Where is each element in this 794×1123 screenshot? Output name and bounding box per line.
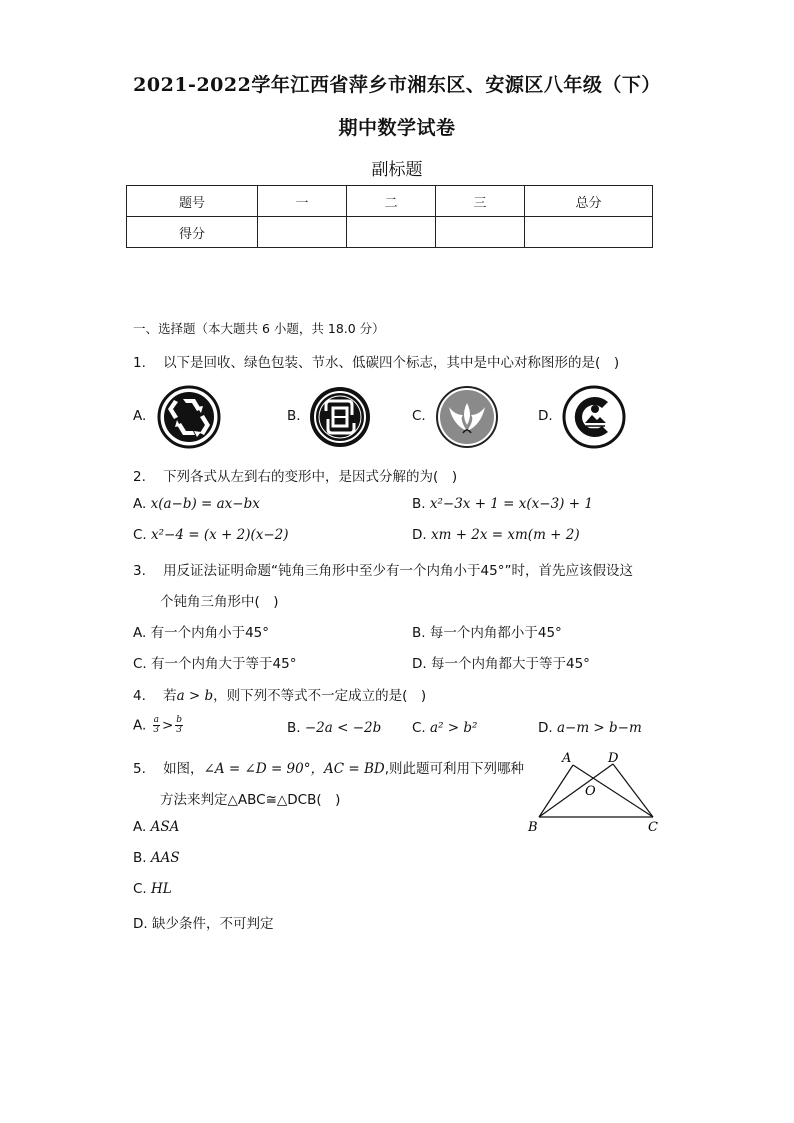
- option-text: x²−3x + 1 = x(x−3) + 1: [429, 496, 593, 512]
- question-number: 1.: [133, 355, 146, 371]
- option-label: D.: [412, 527, 427, 543]
- option-label: D.: [133, 916, 148, 932]
- question-5: [133, 757, 524, 777]
- q5-option-d: [133, 912, 273, 932]
- question-1: [133, 351, 619, 371]
- score-cell: [525, 217, 653, 248]
- option-label: B.: [287, 720, 301, 736]
- score-table: [126, 185, 653, 248]
- question-stem: 用反证法证明命题“钝角三角形中至少有一个内角小于45°”时，首先应该假设这: [163, 563, 633, 579]
- option-label: A.: [133, 496, 147, 512]
- question-stem-pre: 如图，: [163, 761, 204, 777]
- question-condition: a > b: [176, 688, 214, 704]
- q1-option-d-label: D.: [538, 408, 553, 424]
- option-label: A.: [133, 819, 147, 835]
- q2-option-b: [412, 496, 593, 512]
- question-3: [133, 559, 633, 579]
- question-4: [133, 684, 426, 704]
- option-text: 有一个内角大于等于45°: [151, 656, 297, 672]
- option-text: HL: [151, 881, 172, 897]
- option-label: A.: [133, 717, 147, 734]
- question-number: 5.: [133, 761, 146, 777]
- fraction-b-over-3: [175, 716, 183, 735]
- triangle-figure: [522, 746, 672, 838]
- option-label: A.: [133, 625, 147, 641]
- low-carbon-logo: [562, 385, 626, 449]
- exam-title-line2: 期中数学试卷: [338, 117, 456, 139]
- option-text: x(a−b) = ax−bx: [150, 496, 260, 512]
- option-label: D.: [538, 720, 553, 736]
- fraction-denominator: 3: [176, 725, 183, 735]
- score-header-cell: 二: [347, 186, 436, 217]
- q2-option-d: [412, 527, 580, 543]
- question-stem: 以下是回收、绿色包装、节水、低碳四个标志，其中是中心对称图形的是( ): [163, 355, 620, 371]
- exam-title-line1: 2021-2022学年江西省萍乡市湘东区、安源区八年级（下）: [133, 74, 661, 96]
- q4-option-b: [287, 720, 381, 736]
- question-stem-pre: 若: [163, 688, 177, 704]
- q5-option-b: [133, 850, 180, 866]
- option-label: C.: [133, 656, 147, 672]
- vertex-label-d: D: [608, 751, 619, 766]
- option-text: 每一个内角都小于45°: [429, 625, 562, 641]
- option-operator: >: [161, 717, 174, 734]
- score-header-cell: 三: [436, 186, 525, 217]
- vertex-label-b: B: [528, 820, 538, 835]
- question-stem-post: ，则下列不等式不一定成立的是( ): [213, 688, 427, 704]
- exam-subtitle: 副标题: [371, 160, 423, 180]
- question-number: 4.: [133, 688, 146, 704]
- fraction-numerator: b: [176, 715, 183, 725]
- q2-option-a: [133, 496, 260, 512]
- option-text: −2a < −2b: [304, 720, 382, 736]
- option-text: AAS: [150, 850, 180, 866]
- q3-option-b: [412, 621, 562, 641]
- segment-bd: [539, 764, 613, 817]
- option-text: x²−4 = (x + 2)(x−2): [151, 527, 289, 543]
- option-label: B.: [133, 850, 147, 866]
- q1-option-b-label: B.: [287, 408, 301, 424]
- vertex-label-c: C: [648, 820, 658, 835]
- score-header-cell: 总分: [525, 186, 653, 217]
- score-cell: [258, 217, 347, 248]
- option-label: B.: [412, 625, 426, 641]
- fraction-numerator: a: [153, 715, 159, 725]
- option-text: a² > b²: [430, 720, 478, 736]
- score-table-header-row: [127, 186, 653, 217]
- fraction-denominator: 3: [153, 725, 160, 735]
- vertex-label-a: A: [562, 751, 572, 766]
- score-cell: [436, 217, 525, 248]
- q5-option-c: [133, 881, 172, 897]
- question-number: 3.: [133, 563, 146, 579]
- option-text: ASA: [150, 819, 180, 835]
- score-row-label: 得分: [127, 217, 258, 248]
- score-table-score-row: [127, 217, 653, 248]
- q1-option-c-label: C.: [412, 408, 426, 424]
- section-heading: 一、选择题（本大题共 6 小题，共 18.0 分）: [133, 321, 385, 336]
- option-label: B.: [412, 496, 426, 512]
- segment-dc: [613, 764, 653, 817]
- option-label: D.: [412, 656, 427, 672]
- option-text: 有一个内角小于45°: [150, 625, 270, 641]
- option-label: C.: [133, 527, 147, 543]
- score-cell: [347, 217, 436, 248]
- score-header-cell: 一: [258, 186, 347, 217]
- question-condition: ∠A = ∠D = 90°，AC = BD: [203, 761, 385, 777]
- question-stem-post: ,则此题可利用下列哪种: [384, 761, 524, 777]
- segment-ab: [539, 765, 573, 817]
- score-header-cell: 题号: [127, 186, 258, 217]
- question-5-stem-line2: 方法来判定△ABC≅△DCB( ): [160, 792, 341, 808]
- q1-option-a-label: A.: [133, 408, 147, 424]
- option-text: 每一个内角都大于等于45°: [430, 656, 590, 672]
- q4-option-d: [538, 720, 642, 736]
- q3-option-c: [133, 652, 296, 672]
- q4-option-a: [133, 716, 185, 735]
- q4-option-c: [412, 720, 477, 736]
- green-package-logo: [308, 385, 372, 449]
- option-label: C.: [412, 720, 426, 736]
- question-2: [133, 465, 457, 485]
- q2-option-c: [133, 527, 289, 543]
- recycle-logo: [157, 385, 221, 449]
- question-3-stem-line2: 个钝角三角形中( ): [160, 594, 279, 610]
- intersection-label-o: O: [585, 784, 596, 799]
- q3-option-a: [133, 621, 269, 641]
- option-text: 缺少条件，不可判定: [151, 916, 274, 932]
- option-label: C.: [133, 881, 147, 897]
- question-stem: 下列各式从左到右的变形中，是因式分解的为( ): [163, 469, 458, 485]
- option-text: xm + 2x = xm(m + 2): [430, 527, 580, 543]
- fraction-a-over-3: [153, 716, 160, 735]
- question-number: 2.: [133, 469, 146, 485]
- water-saving-logo: [435, 385, 499, 449]
- option-text: a−m > b−m: [556, 720, 642, 736]
- q5-option-a: [133, 819, 179, 835]
- q3-option-d: [412, 652, 590, 672]
